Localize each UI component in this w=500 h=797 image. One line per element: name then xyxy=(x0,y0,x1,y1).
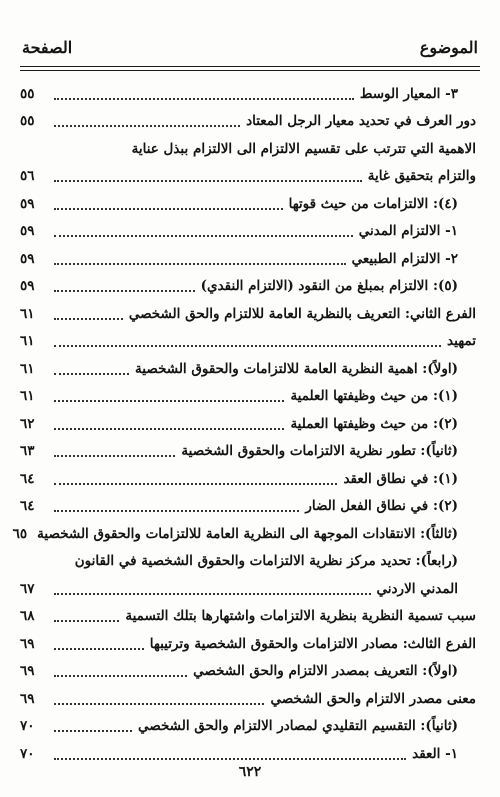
toc-entry xyxy=(20,685,480,713)
toc-entry xyxy=(20,328,480,356)
toc-entry xyxy=(12,520,480,548)
toc-list xyxy=(12,80,480,768)
toc-entry-page: ٥٦ xyxy=(20,168,35,185)
toc-entry xyxy=(20,135,480,163)
dot-leader xyxy=(54,180,362,182)
toc-entry-title: ٣- المعيار الوسط xyxy=(359,85,458,102)
toc-entry-title: والتزام بتحقيق غاية xyxy=(367,168,476,185)
header-divider-thin xyxy=(20,70,480,71)
toc-entry xyxy=(20,575,480,603)
dot-leader xyxy=(54,483,337,485)
header-divider xyxy=(20,66,480,67)
dot-leader xyxy=(54,290,195,292)
toc-entry-page: ٧٠ xyxy=(20,718,35,735)
page-number: ٦٢٢ xyxy=(238,764,262,780)
toc-entry-title: (٢): في نطاق الفعل الضار xyxy=(305,498,458,515)
toc-entry-page: ٦٨ xyxy=(20,608,35,625)
toc-entry-page: ٦١ xyxy=(20,333,35,350)
toc-entry xyxy=(20,548,480,576)
toc-entry xyxy=(20,190,480,218)
toc-entry-page: ٥٩ xyxy=(20,278,35,295)
toc-entry-title: ١- الالتزام المدني xyxy=(358,223,458,240)
toc-entry xyxy=(20,218,480,246)
topic-column-heading: الموضوع xyxy=(419,38,478,57)
toc-entry-title: ١- العقد xyxy=(412,745,458,762)
toc-entry-title: (اولاً): اهمية النظرية العامة للالتزامات والحقوق الشخصية xyxy=(135,360,458,377)
toc-entry xyxy=(20,630,480,658)
dot-leader xyxy=(54,510,299,512)
toc-entry xyxy=(20,410,480,438)
toc-entry-title: (٢): من حيث وظيفتها العملية xyxy=(290,415,458,432)
toc-entry-page: ٦٤ xyxy=(20,470,35,487)
toc-entry-page: ٦٥ xyxy=(12,525,28,542)
dot-leader xyxy=(54,703,264,705)
toc-entry xyxy=(20,438,480,466)
toc-entry-title: الفرع الثاني: التعريف بالنظرية العامة للالتزام والحق الشخصي xyxy=(128,305,476,322)
toc-entry-page: ٦٧ xyxy=(20,580,35,597)
toc-entry-page: ٥٥ xyxy=(20,113,35,130)
toc-entry xyxy=(20,465,480,493)
toc-entry-title: (ثانياً): التقسيم التقليدي لمصادر الالتزام والحق الشخصي xyxy=(137,718,458,735)
dot-leader xyxy=(54,98,354,100)
dot-leader xyxy=(54,400,284,402)
dot-leader xyxy=(54,648,144,650)
toc-entry-title: (١): في نطاق العقد xyxy=(343,470,458,487)
toc-entry-title: (رابعاً): تحديد مركز نظرية الالتزامات والحقوق الشخصية في القانون xyxy=(74,553,458,570)
toc-entry xyxy=(20,355,480,383)
toc-entry-title: معنى مصدر الالتزام والحق الشخصي xyxy=(270,690,476,707)
toc-entry-title: الفرع الثالث: مصادر الالتزامات والحقوق الشخصية وترتيبها xyxy=(149,635,476,652)
dot-leader xyxy=(54,345,441,347)
toc-entry-page: ٦٩ xyxy=(20,690,35,707)
dot-leader xyxy=(54,620,119,622)
toc-entry-title: سبب تسمية النظرية بنظرية الالتزامات واشتهارها بتلك التسمية xyxy=(125,608,476,625)
toc-entry xyxy=(20,273,480,301)
toc-entry xyxy=(20,383,480,411)
toc-entry xyxy=(20,163,480,191)
dot-leader xyxy=(54,318,123,320)
toc-entry-page: ٥٩ xyxy=(20,250,35,267)
toc-entry-page: ٦٩ xyxy=(20,663,35,680)
toc-entry-page: ٥٩ xyxy=(20,195,35,212)
toc-entry-page: ٦٤ xyxy=(20,498,35,515)
toc-entry-title: الاهمية التي تترتب على تقسيم الالتزام الى الالتزام ببذل عناية xyxy=(131,140,476,157)
toc-entry xyxy=(20,493,480,521)
page-column-heading: الصفحة xyxy=(22,38,73,57)
toc-entry-page: ٥٥ xyxy=(20,85,35,102)
toc-entry-page: ٧٠ xyxy=(20,745,35,762)
toc-entry-title: ٢- الالتزام الطبيعي xyxy=(351,250,458,267)
toc-header xyxy=(20,34,480,64)
toc-entry-title: (١): من حيث وظيفتها العلمية xyxy=(290,388,458,405)
toc-entry xyxy=(20,300,480,328)
dot-leader xyxy=(54,758,406,760)
dot-leader xyxy=(54,263,346,265)
toc-entry xyxy=(20,245,480,273)
dot-leader xyxy=(54,730,132,732)
toc-entry-page: ٦٢ xyxy=(20,415,35,432)
toc-entry-title: (ثالثاً): الانتقادات الموجهة الى النظرية العامة للالتزامات والحقوق الشخصية xyxy=(37,525,458,542)
dot-leader xyxy=(54,593,371,595)
toc-entry-page: ٦١ xyxy=(20,360,35,377)
toc-entry xyxy=(20,658,480,686)
toc-entry xyxy=(20,713,480,741)
toc-entry-title: تمهيد xyxy=(447,333,476,350)
toc-entry-title: دور العرف في تحديد معيار الرجل المعتاد xyxy=(246,113,476,130)
toc-entry xyxy=(20,80,480,108)
dot-leader xyxy=(54,125,240,127)
dot-leader xyxy=(54,675,187,677)
dot-leader xyxy=(54,235,353,237)
toc-entry-title: المدني الاردني xyxy=(376,580,458,597)
toc-entry-title: (ثانياً): تطور نظرية الالتزامات والحقوق الشخصية xyxy=(181,443,458,460)
dot-leader xyxy=(54,208,283,210)
toc-entry-page: ٦١ xyxy=(20,305,35,322)
dot-leader xyxy=(54,373,129,375)
toc-entry-title: (٥): الالتزام بمبلغ من النقود (الالتزام النقدي) xyxy=(200,278,458,295)
dot-leader xyxy=(54,455,175,457)
toc-entry-page: ٦٩ xyxy=(20,635,35,652)
toc-entry-page: ٥٩ xyxy=(20,223,35,240)
toc-entry-title: (اولاً): التعريف بمصدر الالتزام والحق الشخصي xyxy=(193,663,458,680)
toc-entry-page: ٦٣ xyxy=(20,443,35,460)
toc-entry-title: (٤): الالتزامات من حيث قوتها xyxy=(288,195,458,212)
toc-entry xyxy=(20,108,480,136)
toc-entry xyxy=(20,603,480,631)
dot-leader xyxy=(54,428,284,430)
toc-entry-page: ٦١ xyxy=(20,388,35,405)
